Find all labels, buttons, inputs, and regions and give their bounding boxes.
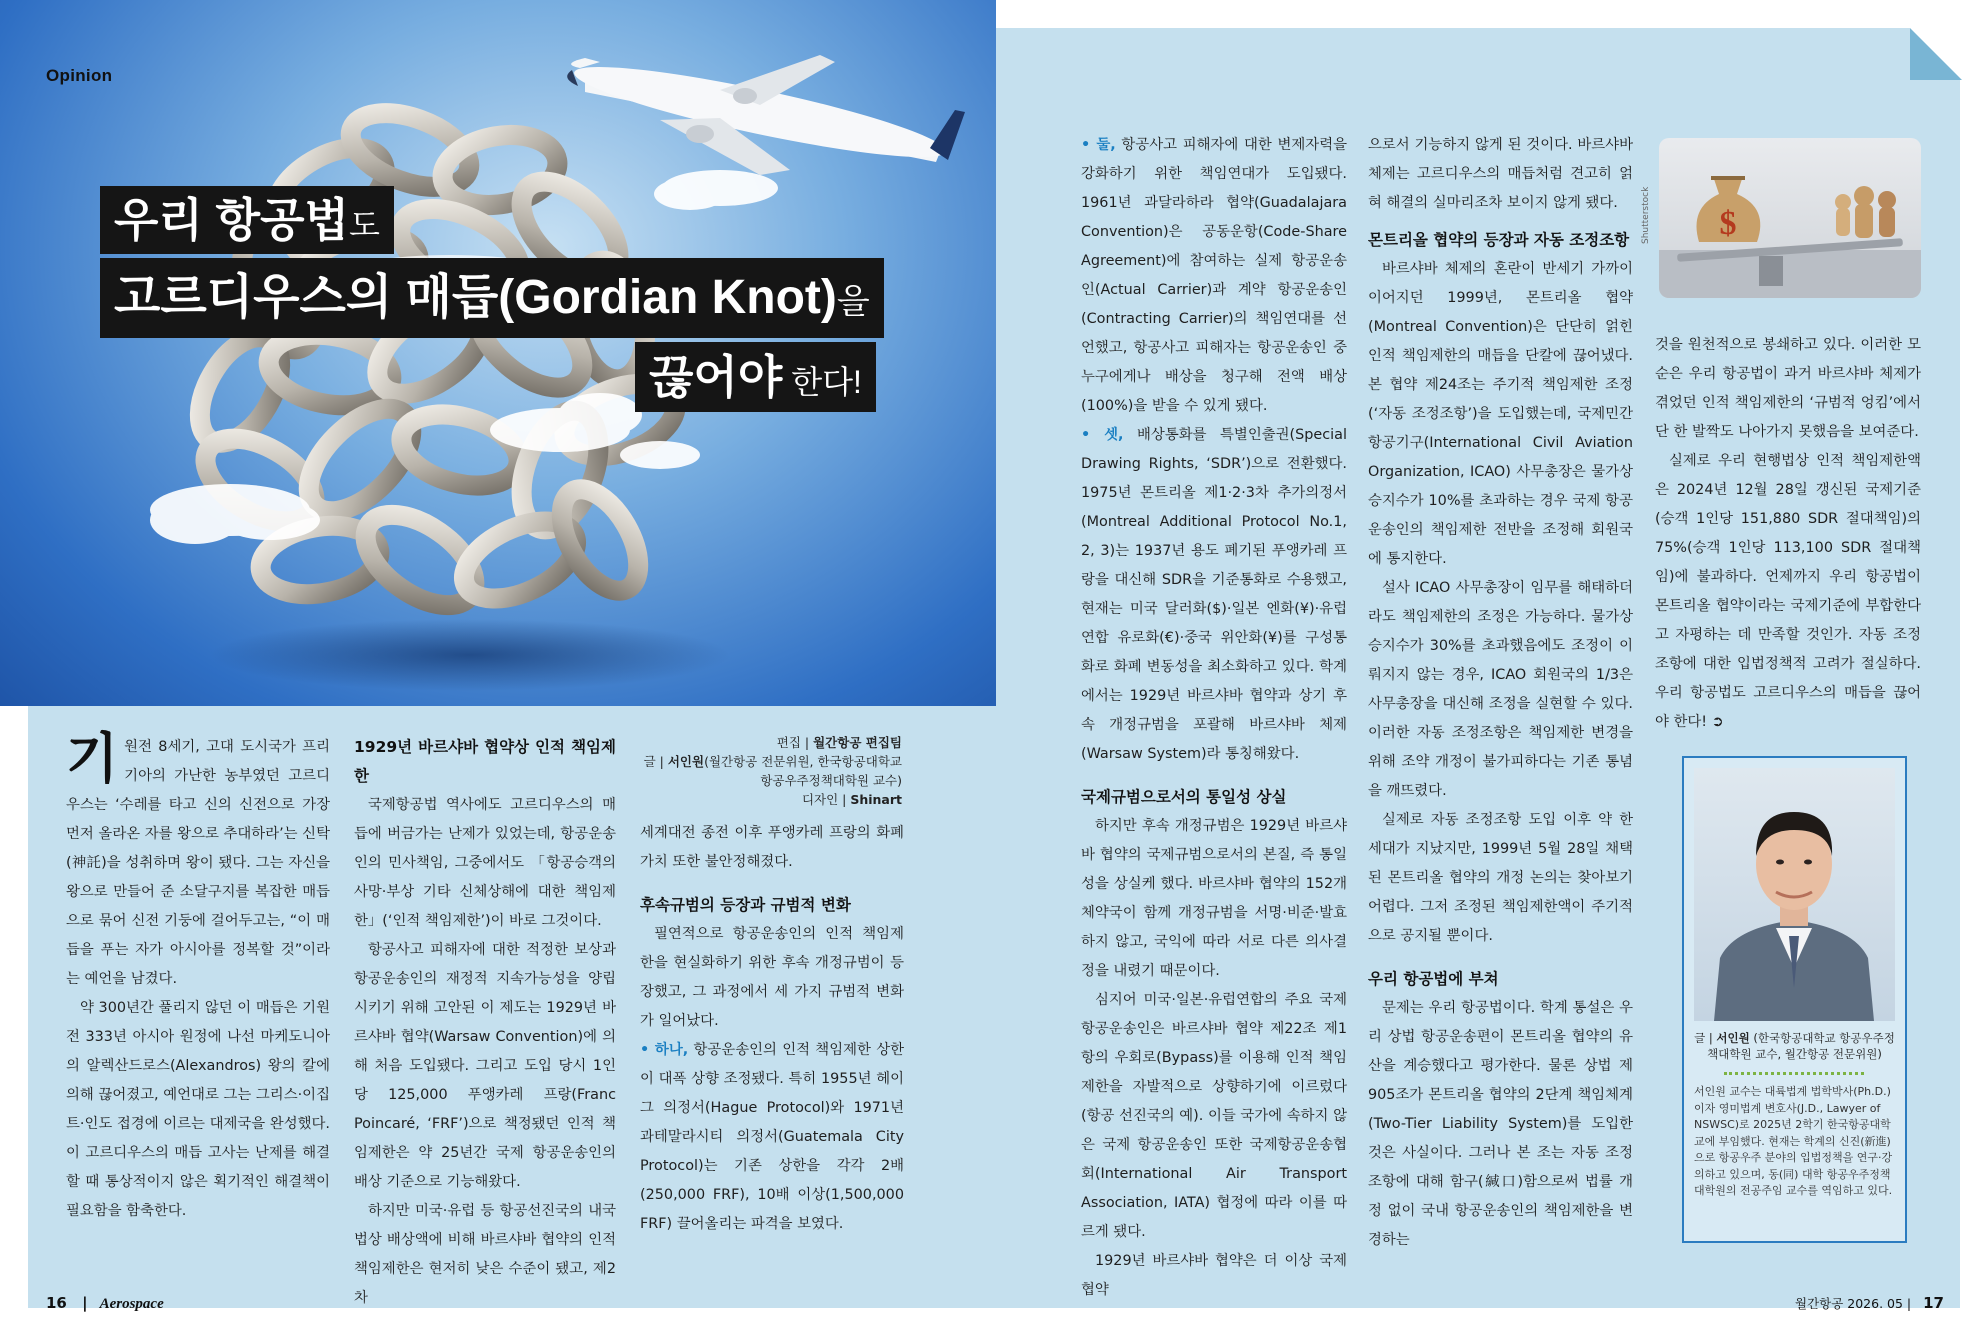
paragraph: 실제로 우리 현행법상 인적 책임제한액은 2024년 12월 28일 갱신된 국제기준(승객 1인당 151,880 SDR 절대책임)의 75%(승객 1인당 113,100 SDR 절대책임)에 불과하다. 언제까지 우리 항공법이 몬트리올 협약이라는 국제기준에 부합한다고 자평하는 데 만족할 것인가. 자동 조정조항에 대한 입법정책적 고려가 절실하다. 우리 항공법도 고르디우스의 매듭을 끊어야 한다!	[1655, 453, 1921, 730]
title-line-1	[100, 186, 394, 254]
paragraph: 바르샤바 체제의 혼란이 반세기 가까이 이어지던 1999년, 몬트리올 협약(Montreal Convention)은 단단히 얽힌 인적 책임제한의 매듭을 단칼에 끊어냈다. 본 협약 제24조는 주기적 책임제한 조정(‘자동 조정조항’)을 도입했는데, 국제민간항공기구(International Civil Aviation Organization, ICAO) 사무총장은 물가상승지수가 10%를 초과하는 경우 국제 항공운송인의 책임제한 전반을 조정해 회원국에 통지한다.	[1368, 261, 1633, 567]
title-line-3-suffix: 한다!	[782, 364, 862, 400]
paragraph: 세계대전 종전 이후 푸앵카레 프랑의 화폐가치 또한 불안정해졌다.	[640, 825, 904, 870]
drop-cap: 기	[66, 727, 119, 790]
author-caption	[1694, 1030, 1895, 1062]
paragraph: 것을 원천적으로 봉쇄하고 있다. 이러한 모순은 우리 항공법이 과거 바르샤바 체제가 겪었던 인적 책임제한의 ‘규범적 엉킴’에서 단 한 발짝도 나아가지 못했음을 보여준다.	[1655, 337, 1921, 440]
title-line-3	[635, 342, 876, 412]
author-portrait	[1694, 768, 1895, 1021]
section-heading: 1929년 바르샤바 협약상 인적 책임제한	[354, 738, 616, 785]
article-column-1	[66, 727, 330, 1226]
paragraph: 하지만 후속 개정규범은 1929년 바르샤바 협약의 국제규범으로서의 본질, 즉 통일성을 상실케 했다. 바르샤바 협약의 152개 체약국이 함께 개정규범을 서명·비준·발효하지 않고, 국익에 따라 서로 다른 의사결정을 내렸기 때문이다.	[1081, 818, 1347, 979]
section-label: Opinion	[46, 66, 113, 85]
credit-author-aff-2: 항공우주정책대학원 교수)	[760, 773, 902, 788]
photo-credit: Shutterstock	[1641, 186, 1651, 244]
credit-author-name: 서인원	[667, 754, 705, 769]
credit-author-aff: (월간항공 전문위원, 한국항공대학교	[704, 754, 902, 769]
bullet-label: • 둘,	[1081, 137, 1116, 153]
page-number-left: 16	[46, 1294, 67, 1312]
paragraph: 설사 ICAO 사무총장이 임무를 해태하더라도 책임제한의 조정은 가능하다. 물가상승지수가 30%를 초과했음에도 조정이 이뤄지지 않는 경우, ICAO 회원국의 1/3은 사무총장을 대신해 조정을 실현할 수 있다. 이러한 자동 조정조항은 책임제한 변경을 위해 조약 개정이 불가피하다는 기존 통념을 깨뜨렸다.	[1368, 580, 1633, 799]
paragraph: 하지만 미국·유럽 등 항공선진국의 내국법상 배상액에 비해 바르샤바 협약의 인적 책임제한은 현저히 낮은 수준이 됐고, 제2차	[354, 1203, 616, 1306]
article-column-3	[640, 819, 904, 1239]
paragraph: 으로서 기능하지 않게 된 것이다. 바르샤바 체제는 고르디우스의 매듭처럼 견고히 얽혀 해결의 실마리조차 보이지 않게 됐다.	[1368, 137, 1633, 211]
credit-design-label: 디자인 |	[801, 792, 851, 807]
author-caption-aff: (한국항공대학교 항공우주정책대학원 교수, 월간항공 전문위원)	[1707, 1031, 1895, 1061]
title-line-3-main: 끊어야	[649, 351, 783, 403]
balance-scale-illustration	[1659, 138, 1921, 298]
paragraph: 약 300년간 풀리지 않던 이 매듭은 기원전 333년 아시아 원정에 나선 마케도니아의 알렉산드로스(Alexandros) 왕의 칼에 의해 끊어졌고, 예언대로 그는 그리스·이집트·인도 접경에 이르는 대제국을 완성했다. 이 고르디우스의 매듭 고사는 난제를 해결할 때 통상적이지 않은 획기적인 해결책이 필요함을 함축한다.	[66, 1000, 330, 1219]
section-heading: 몬트리올 협약의 등장과 자동 조정조항	[1368, 231, 1630, 249]
author-bio: 서인원 교수는 대륙법계 법학박사(Ph.D.)이자 영미법계 변호사(J.D., Lawyer of NSWSC)로 2025년 2학기 한국항공대학교에 부임했다. 현재는 학계의 신진(新進)으로 항공우주 분야의 입법정책을 연구·강의하고 있으며, 동(同) 대학 항공우주정책대학원의 전공주임 교수를 역임하고 있다.	[1694, 1085, 1893, 1197]
page-corner-fold	[1910, 28, 1962, 80]
end-mark-icon: ➲	[1711, 714, 1724, 730]
brand-logo: Aerospace	[99, 1296, 164, 1312]
airplane-icon	[567, 51, 965, 175]
article-column-4	[1081, 131, 1347, 1305]
footer-left: 16 | Aerospace	[46, 1294, 164, 1312]
author-caption-name: 서인원	[1716, 1031, 1750, 1045]
section-heading: 후속규범의 등장과 규범적 변화	[640, 896, 851, 914]
title-line-2-suffix: 을	[836, 283, 870, 321]
credit-edit-value: 월간항공 편집팀	[813, 735, 902, 750]
credit-author-label: 글 |	[643, 754, 668, 769]
bullet-label: • 셋,	[1081, 427, 1124, 443]
paragraph: 원전 8세기, 고대 도시국가 프리기아의 가난한 농부였던 고르디우스는 ‘수레를 타고 신의 신전으로 가장 먼저 올라온 자를 왕으로 추대하라’는 신탁(神託)을 성취하며 왕이 됐다. 그는 자신을 왕으로 만들어 준 소달구지를 복잡한 매듭으로 묶어 신전 기둥에 걸어두고는, “이 매듭을 푸는 자가 아시아를 정복할 것”이라는 예언을 남겼다.	[66, 739, 330, 987]
bullet-text: 배상통화를 특별인출권(Special Drawing Rights, ‘SDR’)으로 전환했다. 1975년 몬트리올 제1·2·3차 추가의정서(Montreal Additional Protocol No.1, 2, 3)는 1937년 용도 폐기된 푸앵카레 프랑을 대신해 SDR을 기준통화로 수용했고, 현재는 미국 달러화($)·일본 엔화(¥)·유럽연합 유로화(€)·중국 위안화(¥)를 구성통화로 화폐 변동성을 최소화하고 있다. 학계에서는 1929년 바르샤바 협약과 상기 후속 개정규범을 포괄해 바르샤바 체제(Warsaw System)라 통칭해왔다.	[1081, 427, 1347, 762]
paragraph: 항공사고 피해자에 대한 적정한 보상과 항공운송인의 재정적 지속가능성을 양립시키기 위해 고안된 이 제도는 1929년 바르샤바 협약(Warsaw Convention)에 의해 처음 도입됐다. 그리고 도입 당시 1인당 125,000 푸앵카레 프랑(Franc Poincaré, ‘FRF’)으로 책정됐던 인적 책임제한은 약 25년간 국제 항공운송인의 배상 기준으로 기능해왔다.	[354, 942, 616, 1190]
credit-edit-label: 편집 |	[776, 735, 814, 750]
paragraph: 심지어 미국·일본·유럽연합의 주요 국제항공운송인은 바르샤바 협약 제22조 제1항의 우회로(Bypass)를 이용해 인적 책임제한을 자발적으로 상향하기에 이르렀다(항공 선진국의 예). 이들 국가에 속하지 않은 국제 항공운송인 또한 국제항공운송협회(International Air Transport Association, IATA) 협정에 따라 이를 따르게 됐다.	[1081, 992, 1347, 1240]
credit-design-value: Shinart	[850, 792, 902, 807]
title-line-1-suffix: 도	[348, 207, 380, 243]
magazine-issue: 월간항공 2026. 05 |	[1795, 1296, 1912, 1311]
author-caption-label: 글 |	[1694, 1031, 1717, 1045]
author-box	[1682, 756, 1907, 1243]
article-credits	[640, 733, 902, 809]
title-line-2-main: 고르디우스의 매듭(Gordian Knot)	[114, 271, 837, 324]
paragraph: 국제항공법 역사에도 고르디우스의 매듭에 버금가는 난제가 있었는데, 항공운송인의 민사책임, 그중에서도 「항공승객의 사망·부상 기타 신체상해에 대한 책임제한」(‘인적 책임제한’)이 바로 그것이다.	[354, 797, 616, 929]
dollar-icon: $	[1719, 205, 1737, 242]
bullet-text: 항공사고 피해자에 대한 변제자력을 강화하기 위한 책임연대가 도입됐다. 1961년 과달라하라 협약(Guadalajara Convention)은 공동운항(Code-Share Agreement)에 참여하는 실제 항공운송인(Actual Carrier)과 계약 항공운송인(Contracting Carrier)의 책임연대를 선언했고, 항공사고 피해자는 항공운송인 중 누구에게나 배상을 청구해 전액 배상(100%)을 받을 수 있게 됐다.	[1081, 137, 1347, 414]
scale-photo	[1659, 138, 1921, 298]
paragraph: 1929년 바르샤바 협약은 더 이상 국제협약	[1081, 1253, 1347, 1298]
paragraph: 문제는 우리 항공법이다. 학계 통설은 우리 상법 항공운송편이 몬트리올 협약의 유산을 계승했다고 평가한다. 물론 상법 제905조가 몬트리올 협약의 2단계 책임체계(Two-Tier Liability System)를 도입한 것은 사실이다. 그러나 본 조는 자동 조정조항에 대해 함구(緘口)함으로써 법률 개정 없이 국내 항공운송인의 책임제한을 변경하는	[1368, 1000, 1633, 1248]
dotted-divider	[1724, 1072, 1864, 1075]
article-column-6	[1655, 331, 1921, 737]
article-column-2	[354, 733, 616, 1313]
page-number-right: 17	[1923, 1294, 1944, 1312]
bullet-label: • 하나,	[640, 1042, 689, 1058]
paragraph: 실제로 자동 조정조항 도입 이후 약 한 세대가 지났지만, 1999년 5월 28일 채택된 몬트리올 협약의 개정 논의는 찾아보기 어렵다. 그저 조정된 책임제한액이 주기적으로 공지될 뿐이다.	[1368, 812, 1633, 944]
author-photo	[1694, 768, 1895, 1021]
section-heading: 국제규범으로서의 통일성 상실	[1081, 788, 1287, 806]
title-line-2	[100, 258, 884, 338]
footer-right	[1795, 1294, 1944, 1312]
bullet-text: 항공운송인의 인적 책임제한 상한이 대폭 상향 조정됐다. 특히 1955년 헤이그 의정서(Hague Protocol)와 1971년 과테말라시티 의정서(Guatemala City Protocol)는 기존 상한을 각각 2배(250,000 FRF), 10배 이상(1,500,000 FRF) 끌어올리는 파격을 보였다.	[640, 1042, 904, 1232]
article-column-5	[1368, 131, 1633, 1255]
title-line-1-main: 우리 항공법	[114, 194, 349, 246]
section-heading: 우리 항공법에 부쳐	[1368, 970, 1499, 988]
paragraph: 필연적으로 항공운송인의 인적 책임제한을 현실화하기 위한 후속 개정규범이 등장했고, 그 과정에서 세 가지 규범적 변화가 일어났다.	[640, 926, 904, 1029]
